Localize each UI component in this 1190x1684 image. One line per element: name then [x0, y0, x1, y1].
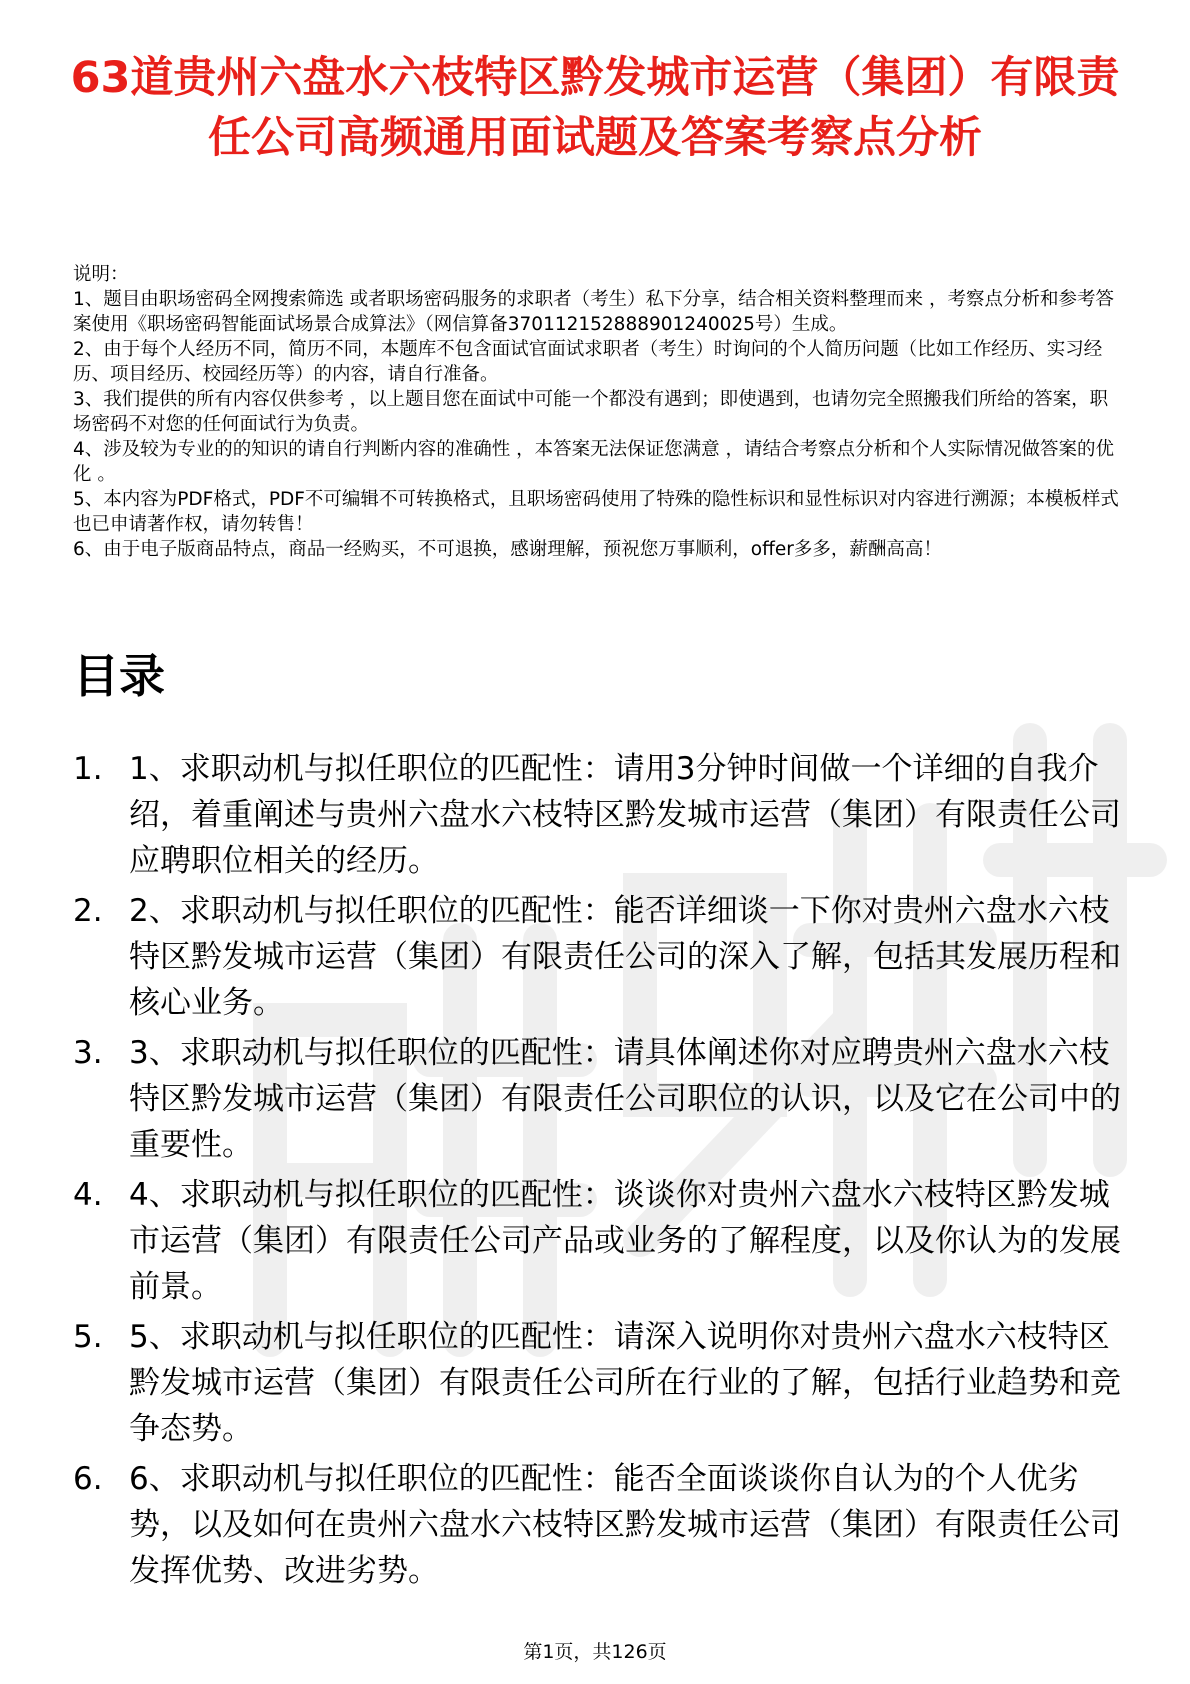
notes-section [73, 262, 1123, 562]
toc-item-text[interactable]: 6、求职动机与拟任职位的匹配性：能否全面谈谈你自认为的个人优劣势，以及如何在贵州六盘水六枝特区黔发城市运营（集团）有限责任公司发挥优势、改进劣势。 [129, 1461, 1121, 1589]
notes-heading: 说明： [73, 264, 129, 285]
toc-item[interactable] [73, 1314, 1133, 1452]
toc-item-text[interactable]: 1、求职动机与拟任职位的匹配性：请用3分钟时间做一个详细的自我介绍，着重阐述与贵州六盘水六枝特区黔发城市运营（集团）有限责任公司应聘职位相关的经历。 [129, 751, 1121, 879]
toc-item-number: 4. [73, 1177, 103, 1213]
toc-item-number: 1. [73, 751, 103, 787]
toc-item-number: 6. [73, 1461, 103, 1497]
toc-item-text[interactable]: 4、求职动机与拟任职位的匹配性：谈谈你对贵州六盘水六枝特区黔发城市运营（集团）有限责任公司产品或业务的了解程度，以及你认为的发展前景。 [129, 1177, 1121, 1305]
toc-item-text[interactable]: 2、求职动机与拟任职位的匹配性：能否详细谈一下你对贵州六盘水六枝特区黔发城市运营（集团）有限责任公司的深入了解，包括其发展历程和核心业务。 [129, 893, 1121, 1021]
toc-heading: 目录 [73, 649, 165, 703]
toc-item-number: 2. [73, 893, 103, 929]
toc-item-number: 3. [73, 1035, 103, 1071]
toc-list [73, 746, 1133, 1598]
toc-item[interactable] [73, 1030, 1133, 1168]
note-item: 2、由于每个人经历不同，简历不同，本题库不包含面试官面试求职者（考生）时询问的个人简历问题（比如工作经历、实习经历、项目经历、校园经历等）的内容，请自行准备。 [73, 339, 1103, 385]
note-item: 1、题目由职场密码全网搜索筛选 或者职场密码服务的求职者（考生）私下分享，结合相关资料整理而来 ，考察点分析和参考答案使用《职场密码智能面试场景合成算法》（网信算备370112152888901240025号）生成。 [73, 289, 1115, 335]
toc-item[interactable] [73, 1172, 1133, 1310]
page-footer: 第1页，共126页 [523, 1641, 667, 1663]
note-item: 5、本内容为PDF格式，PDF不可编辑不可转换格式，且职场密码使用了特殊的隐性标识和显性标识对内容进行溯源；本模板样式也已申请著作权，请勿转售！ [73, 489, 1119, 535]
toc-item-number: 5. [73, 1319, 103, 1355]
note-item: 4、涉及较为专业的的知识的请自行判断内容的准确性 ，本答案无法保证您满意 ，请结合考察点分析和个人实际情况做答案的优化 。 [73, 439, 1115, 485]
note-item: 3、我们提供的所有内容仅供参考 ，以上题目您在面试中可能一个都没有遇到；即使遇到，也请勿完全照搬我们所给的答案，职场密码不对您的任何面试行为负责。 [73, 389, 1109, 435]
toc-item-text[interactable]: 3、求职动机与拟任职位的匹配性：请具体阐述你对应聘贵州六盘水六枝特区黔发城市运营（集团）有限责任公司职位的认识，以及它在公司中的重要性。 [129, 1035, 1121, 1163]
document-title: 63道贵州六盘水六枝特区黔发城市运营（集团）有限责任公司高频通用面试题及答案考察点分析 [70, 53, 1120, 163]
toc-item[interactable] [73, 888, 1133, 1026]
toc-item[interactable] [73, 746, 1133, 884]
toc-item-text[interactable]: 5、求职动机与拟任职位的匹配性：请深入说明你对贵州六盘水六枝特区黔发城市运营（集团）有限责任公司所在行业的了解，包括行业趋势和竞争态势。 [129, 1319, 1121, 1447]
note-item: 6、由于电子版商品特点，商品一经购买，不可退换，感谢理解，预祝您万事顺利，offer多多，薪酬高高！ [73, 539, 942, 560]
toc-item[interactable] [73, 1456, 1133, 1594]
